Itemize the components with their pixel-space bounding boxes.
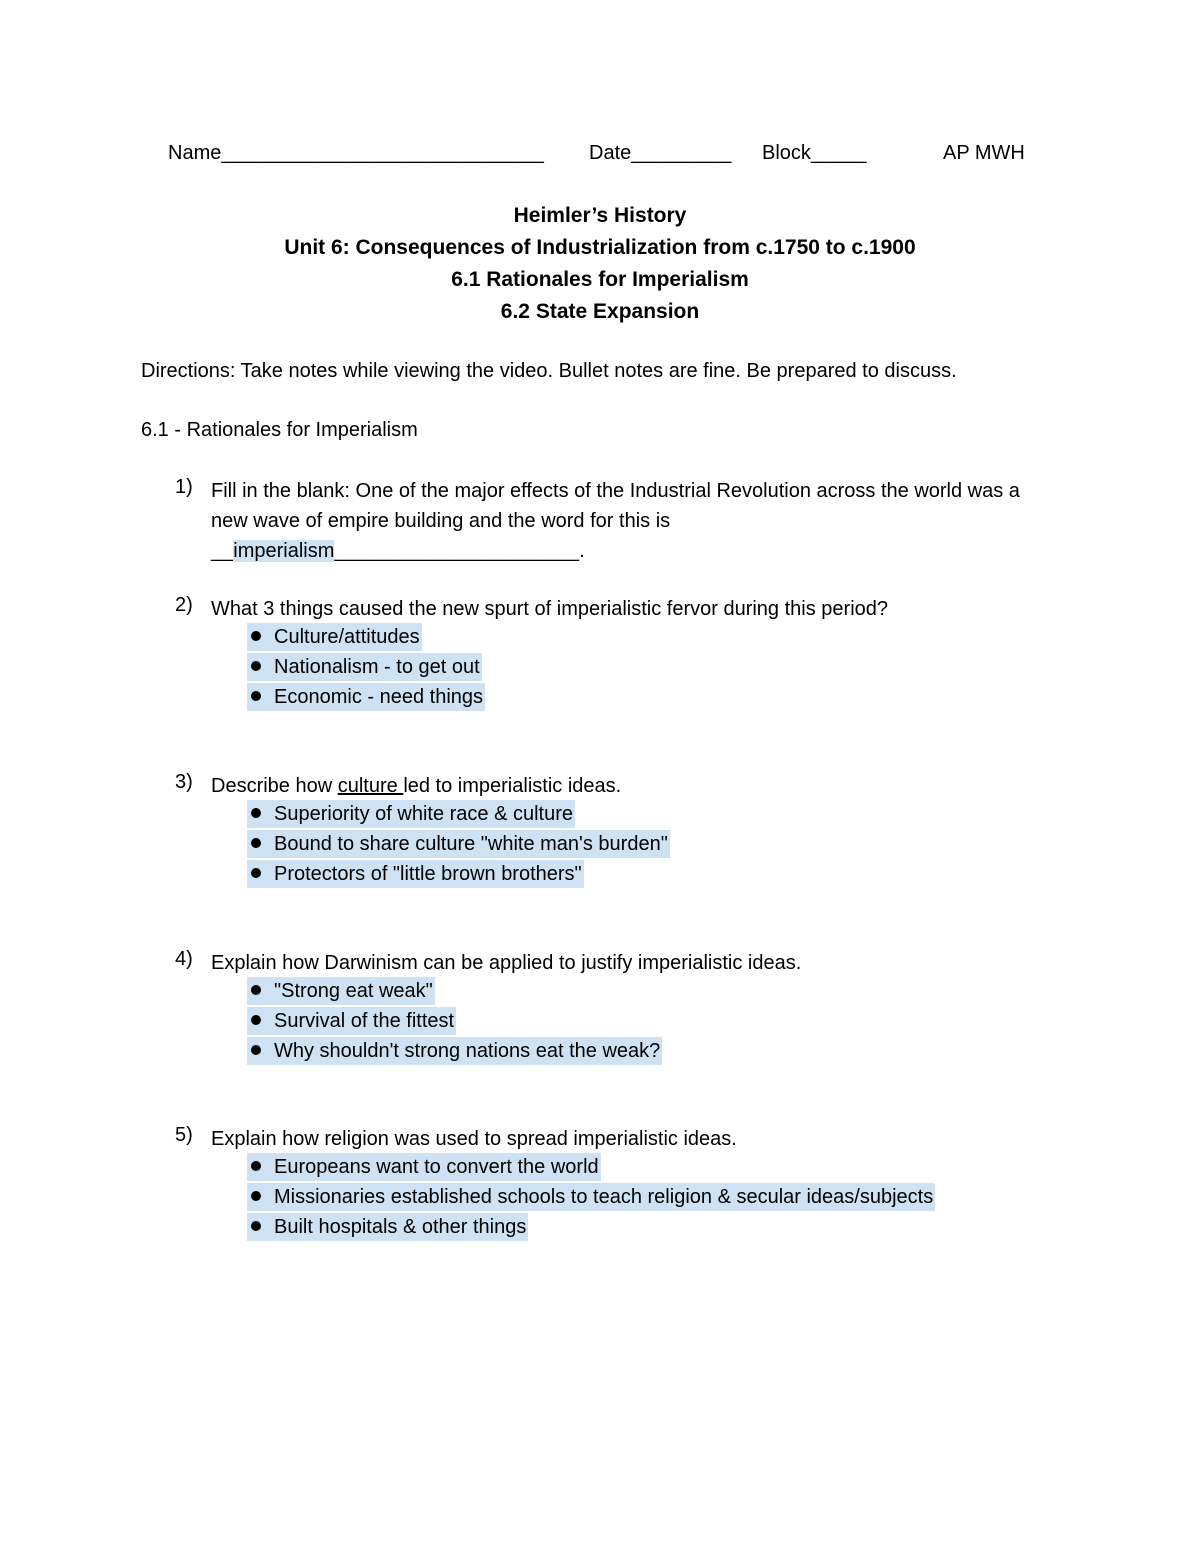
directions-text: Directions: Take notes while viewing the video. Bullet notes are fine. Be prepared to discuss. [141, 360, 957, 382]
blank-prefix: __ [211, 540, 234, 562]
list-item: Nationalism - to get out [247, 652, 485, 682]
list-item: Built hospitals & other things [247, 1212, 935, 1242]
question-text: Explain how religion was used to spread imperialistic ideas. [211, 1128, 737, 1150]
list-item: Survival of the fittest [247, 1006, 662, 1036]
title-unit: Unit 6: Consequences of Industrialization from c.1750 to c.1900 [284, 236, 916, 259]
list-item: Economic - need things [247, 682, 485, 712]
list-item: Why shouldn't strong nations eat the weak? [247, 1036, 662, 1066]
answer-list [247, 799, 670, 889]
title-topic-6-2: 6.2 State Expansion [500, 300, 700, 323]
course-label: AP MWH [943, 142, 1025, 164]
list-item: Bound to share culture "white man's burden" [247, 829, 670, 859]
list-item: Superiority of white race & culture [247, 799, 670, 829]
question-number: 5) [175, 1124, 193, 1146]
list-item: Missionaries established schools to teach religion & secular ideas/subjects [247, 1182, 935, 1212]
answer-list [247, 622, 485, 712]
question-number: 2) [175, 594, 193, 616]
title-topic-6-1: 6.1 Rationales for Imperialism [451, 268, 749, 291]
bullet-icon [251, 631, 261, 641]
bullet-icon [251, 691, 261, 701]
bullet-icon [251, 808, 261, 818]
list-item: Protectors of "little brown brothers" [247, 859, 670, 889]
date-field: Date_________ [589, 142, 732, 164]
bullet-icon [251, 661, 261, 671]
bullet-icon [251, 1191, 261, 1201]
title-block [0, 200, 1200, 328]
bullet-icon [251, 1045, 261, 1055]
question-number: 1) [175, 476, 193, 498]
underlined-word: culture [337, 775, 404, 797]
name-field: Name_____________________________ [168, 142, 544, 164]
question-text: What 3 things caused the new spurt of imperialistic fervor during this period? [211, 598, 889, 620]
list-item: Culture/attitudes [247, 622, 485, 652]
blank-answer: imperialism [233, 540, 335, 562]
bullet-icon [251, 1015, 261, 1025]
bullet-icon [251, 985, 261, 995]
bullet-icon [251, 1161, 261, 1171]
bullet-icon [251, 1221, 261, 1231]
section-heading: 6.1 - Rationales for Imperialism [141, 419, 418, 441]
bullet-icon [251, 838, 261, 848]
question-text [211, 476, 1051, 566]
blank-suffix: ______________________. [334, 540, 585, 562]
question-text: Explain how Darwinism can be applied to justify imperialistic ideas. [211, 952, 802, 974]
title-heimlers-history: Heimler’s History [513, 204, 687, 227]
list-item: "Strong eat weak" [247, 976, 662, 1006]
student-header [168, 142, 1038, 170]
question-prompt: Fill in the blank: One of the major effects of the Industrial Revolution across the world was a new wave of empire building and the word for this is [211, 480, 1020, 532]
bullet-icon [251, 868, 261, 878]
question-text: Describe how culture led to imperialistic ideas. [211, 775, 622, 797]
question-number: 4) [175, 948, 193, 970]
answer-list [247, 1152, 935, 1242]
block-field: Block_____ [762, 142, 867, 164]
list-item: Europeans want to convert the world [247, 1152, 935, 1182]
answer-list [247, 976, 662, 1066]
question-number: 3) [175, 771, 193, 793]
